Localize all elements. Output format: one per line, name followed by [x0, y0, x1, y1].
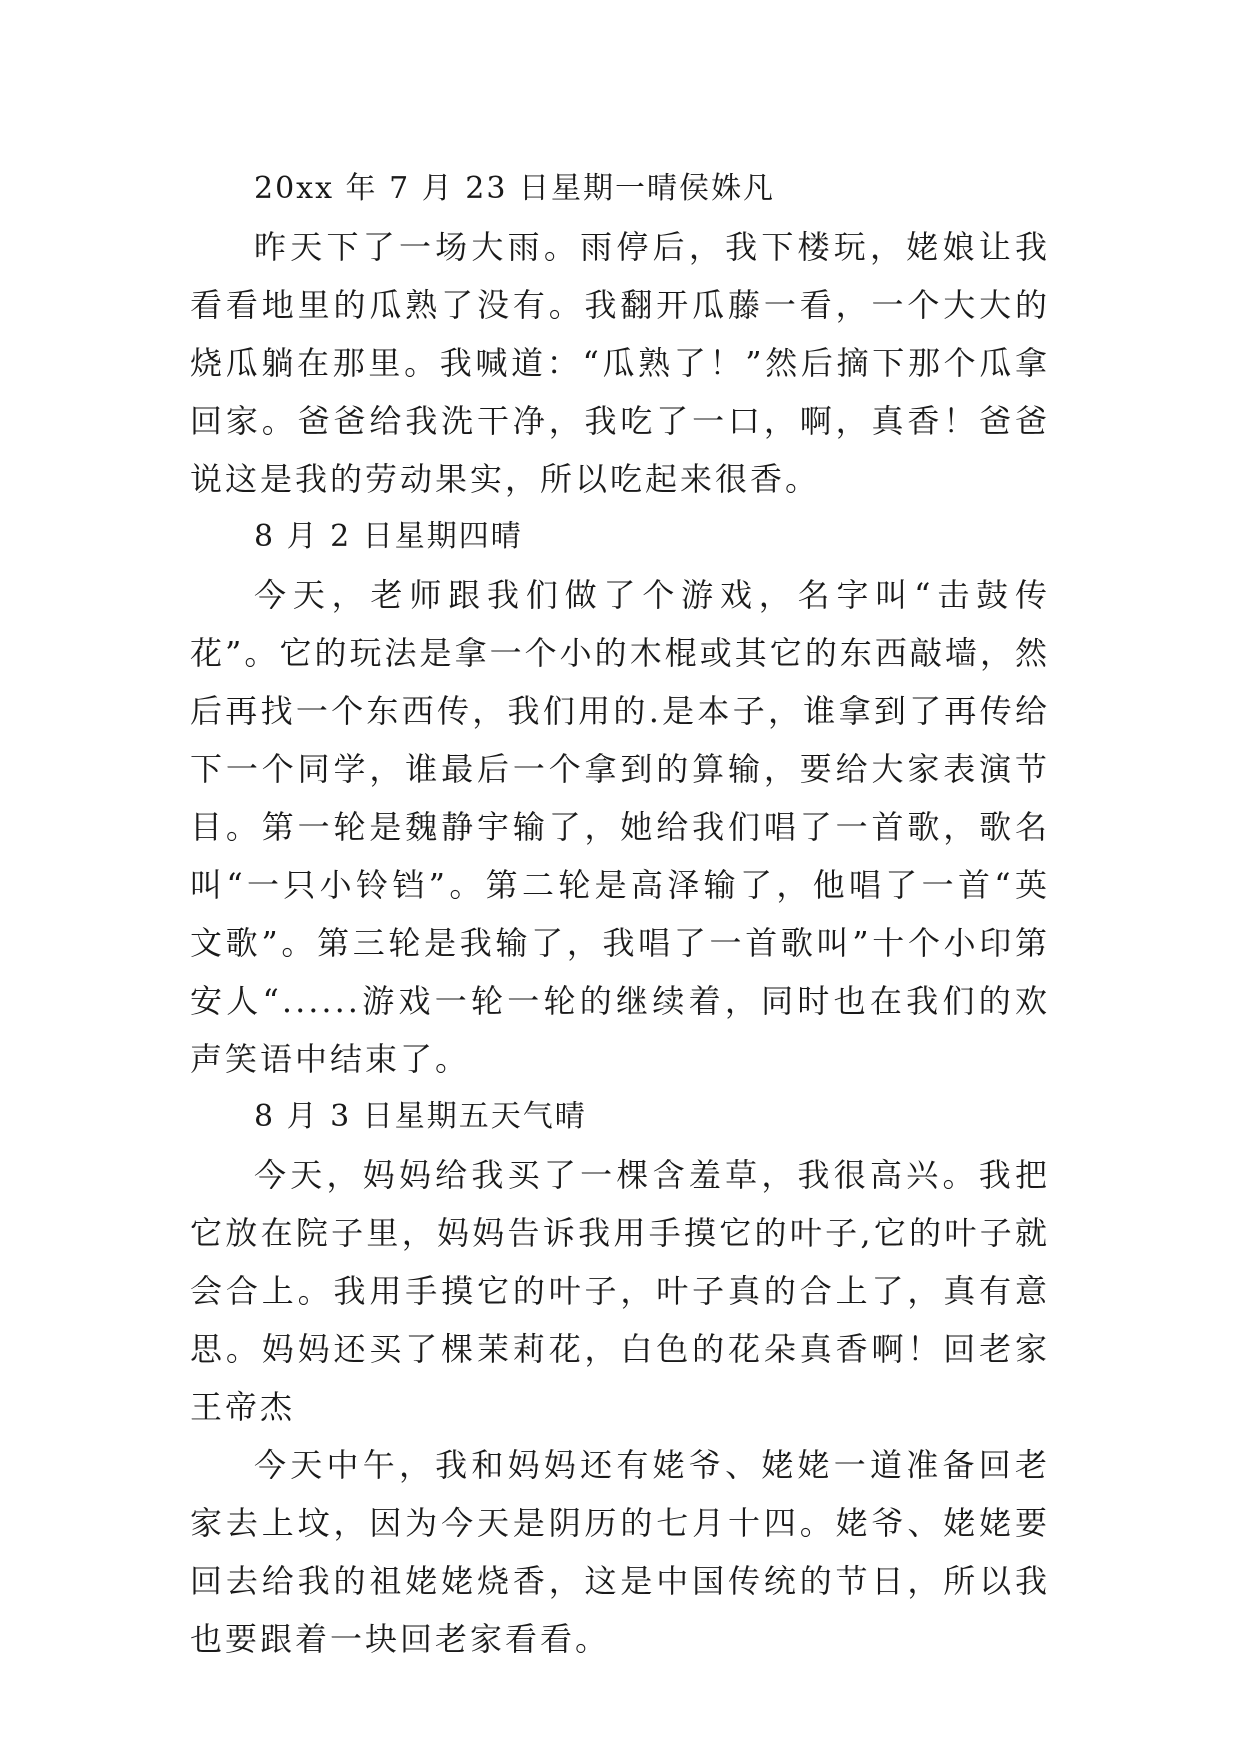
entry-paragraph: 今天，老师跟我们做了个游戏，名字叫“击鼓传花”。它的玩法是拿一个小的木棍或其它的东西敲墙，然后再找一个东西传，我们用的.是本子，谁拿到了再传给下一个同学，谁最后一个拿到的算输，要给大家表演节目。第一轮是魏静宇输了，她给我们唱了一首歌，歌名叫“一只小铃铛”。第二轮是高泽输了，他唱了一首“英文歌”。第三轮是我输了，我唱了一首歌叫”十个小印第安人“......游戏一轮一轮的继续着，同时也在我们的欢声笑语中结束了。 [190, 576, 1050, 1078]
document-page [190, 160, 1050, 1668]
entry-paragraph: 昨天下了一场大雨。雨停后，我下楼玩，姥娘让我看看地里的瓜熟了没有。我翻开瓜藤一看，一个大大的烧瓜躺在那里。我喊道：“瓜熟了！”然后摘下那个瓜拿回家。爸爸给我洗干净，我吃了一口，啊，真香！爸爸说这是我的劳动果实，所以吃起来很香。 [190, 228, 1050, 498]
entry-heading: 8 月 2 日星期四晴 [254, 519, 523, 554]
entry-heading: 8 月 3 日星期五天气晴 [254, 1099, 587, 1134]
entry-heading: 20xx 年 7 月 23 日星期一晴侯姝凡 [254, 171, 775, 206]
entry-paragraph: 今天，妈妈给我买了一棵含羞草，我很高兴。我把它放在院子里，妈妈告诉我用手摸它的叶子,它的叶子就会合上。我用手摸它的叶子，叶子真的合上了，真有意思。妈妈还买了棵茉莉花，白色的花朵真香啊！回老家王帝杰 [190, 1156, 1050, 1426]
entry-paragraph: 今天中午，我和妈妈还有姥爷、姥姥一道准备回老家去上坟，因为今天是阴历的七月十四。姥爷、姥姥要回去给我的祖姥姥烧香，这是中国传统的节日，所以我也要跟着一块回老家看看。 [190, 1446, 1050, 1658]
